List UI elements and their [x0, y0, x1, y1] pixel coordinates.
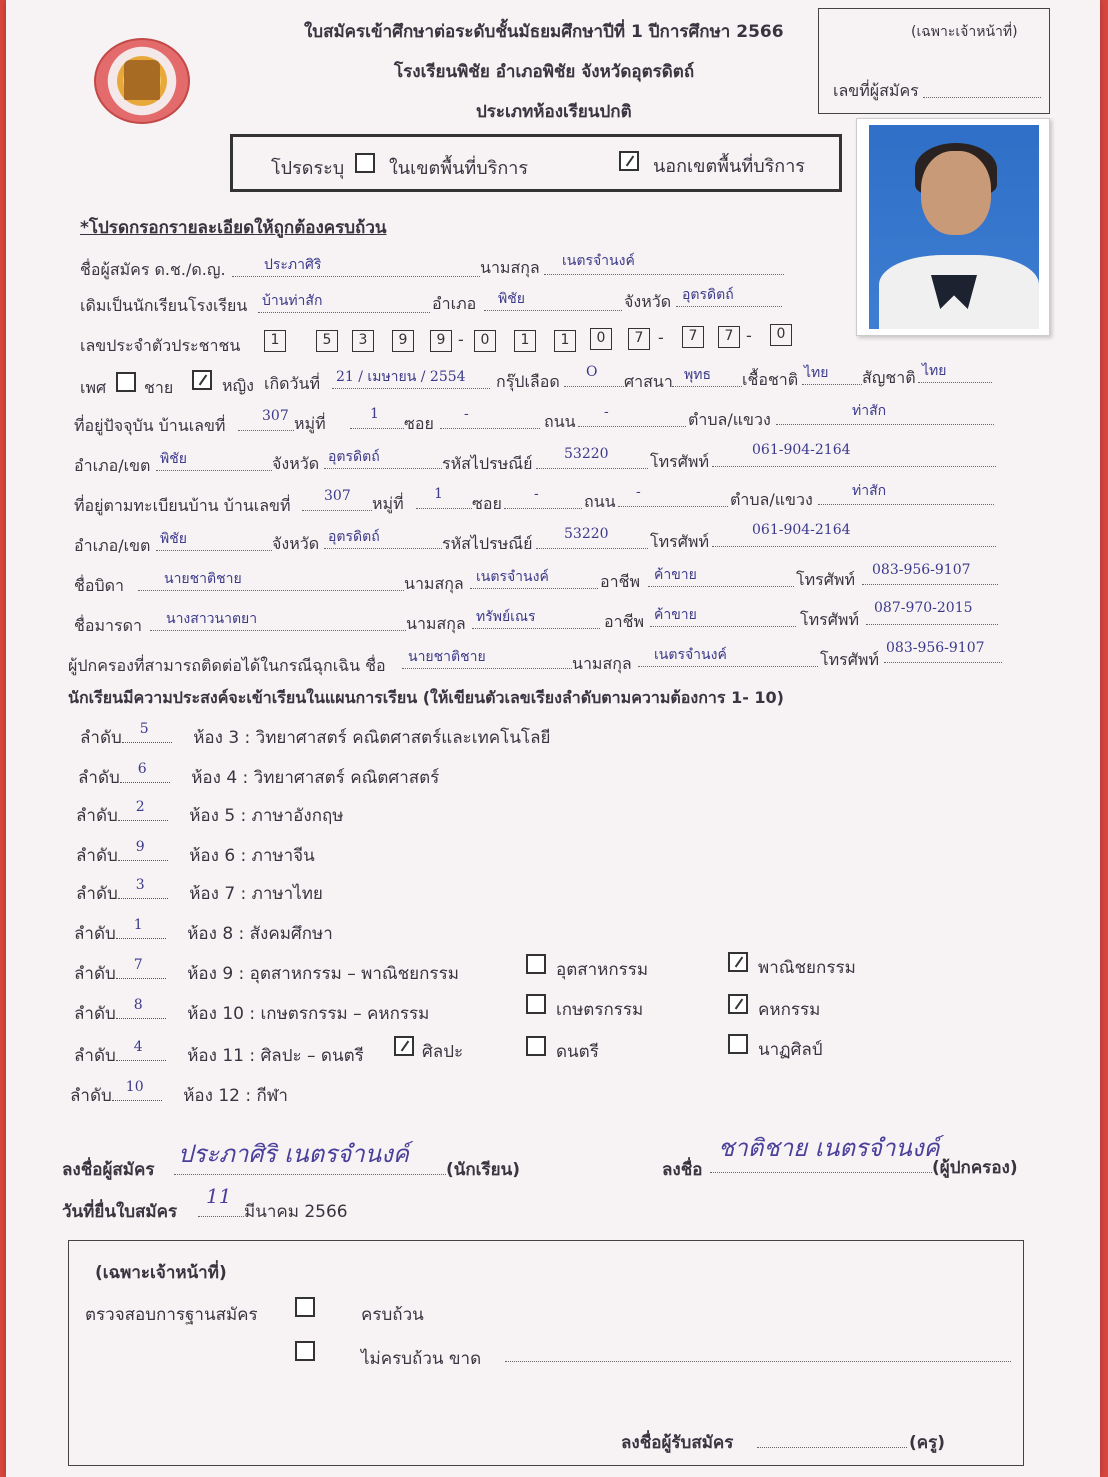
- id-card-label: เลขประจำตัวประชาชน: [80, 336, 241, 355]
- date-label: วันที่ยื่นใบสมัคร: [62, 1202, 178, 1222]
- reg-province-value: อุตรดิตถ์: [328, 529, 380, 545]
- id-digit-10[interactable]: 7: [628, 328, 650, 350]
- nationality-value: ไทย: [922, 363, 947, 379]
- guardian-role: (ผู้ปกครอง): [932, 1158, 1018, 1178]
- father-surname-field[interactable]: [470, 588, 598, 589]
- nationality-label: สัญชาติ: [862, 368, 916, 387]
- reg-road-value: -: [636, 484, 641, 500]
- pref-row-8: ลำดับ 8 ห้อง 10 : เกษตรกรรม – คหกรรม: [74, 997, 430, 1024]
- cur-house-value: 307: [262, 408, 289, 424]
- cur-phone-value: 061-904-2164: [752, 442, 851, 458]
- reg-postcode-label: รหัสไปรษณีย์: [442, 534, 533, 553]
- religion-value: พุทธ: [684, 367, 712, 383]
- pref-rank-value-8: 8: [133, 997, 143, 1013]
- id-digit-1[interactable]: 1: [264, 330, 286, 352]
- pref-rank-field-9[interactable]: [116, 1039, 166, 1061]
- pref-rank-field-4[interactable]: [118, 839, 168, 861]
- mother-phone-value: 087-970-2015: [874, 600, 973, 616]
- pref-rank-value-9: 4: [133, 1039, 143, 1055]
- office-box: [68, 1240, 1024, 1466]
- reg-subdistrict-field[interactable]: [818, 504, 994, 505]
- pref-room-4: ห้อง 6 : ภาษาจีน: [189, 846, 315, 866]
- race-label: เชื้อชาติ: [742, 370, 799, 389]
- preferences-title: นักเรียนมีความประสงค์จะเข้าเรียนในแผนการเรียน (ให้เขียนตัวเลขเรียงลำดับตามความต้องการ 1- 10): [68, 688, 784, 707]
- pref-room-8: ห้อง 10 : เกษตรกรรม – คหกรรม: [187, 1004, 430, 1024]
- date-day-value: 11: [206, 1184, 232, 1208]
- officer-box-title: (เฉพาะเจ้าหน้าที่): [911, 24, 1018, 40]
- cur-subdistrict-value: ท่าสัก: [852, 403, 887, 419]
- pref-room-10: ห้อง 12 : กีฬา: [183, 1086, 288, 1106]
- office-box-title: (เฉพาะเจ้าหน้าที่): [95, 1263, 227, 1283]
- prev-district-label: อำเภอ: [432, 294, 477, 313]
- female-checkbox[interactable]: [192, 370, 212, 390]
- id-dash-1: -: [458, 330, 464, 349]
- guardian-surname-label: นามสกุล: [572, 654, 632, 673]
- surname-value: เนตรจำนงค์: [562, 253, 635, 269]
- pref-room-6: ห้อง 8 : สังคมศึกษา: [187, 924, 333, 944]
- cur-soi-value: -: [464, 406, 469, 422]
- pref-row-3: ลำดับ 2 ห้อง 5 : ภาษาอังกฤษ: [76, 799, 344, 826]
- outside-area-label: นอกเขตพื้นที่บริการ: [653, 156, 805, 177]
- mother-surname-value: ทรัพย์เณร: [476, 609, 536, 625]
- reg-province-label: จังหวัด: [272, 534, 320, 553]
- reg-soi-label: ซอย: [472, 494, 502, 513]
- prev-school-label: เดิมเป็นนักเรียนโรงเรียน: [80, 296, 248, 315]
- pref-rank-value-1: 5: [139, 721, 149, 737]
- reg-amphoe-label: อำเภอ/เขต: [74, 536, 151, 555]
- father-surname-label: นามสกุล: [404, 574, 464, 593]
- cur-phone-label: โทรศัพท์: [650, 452, 709, 471]
- mother-phone-field[interactable]: [866, 624, 998, 625]
- dance-label: นาฏศิลป์: [758, 1040, 823, 1060]
- cur-soi-field[interactable]: [440, 428, 540, 429]
- id-digit-5[interactable]: 9: [430, 330, 452, 352]
- id-dash-3: -: [746, 326, 752, 345]
- agriculture-checkbox[interactable]: [526, 994, 546, 1014]
- id-digit-13[interactable]: 0: [770, 324, 792, 346]
- reg-moo-label: หมู่ที่: [372, 494, 404, 513]
- incomplete-label: ไม่ครบถ้วน ขาด: [361, 1349, 482, 1369]
- music-label: ดนตรี: [556, 1042, 599, 1062]
- reg-subdistrict-value: ท่าสัก: [852, 483, 887, 499]
- applicant-sign-label: ลงชื่อผู้สมัคร: [62, 1160, 155, 1180]
- mother-job-label: อาชีพ: [604, 612, 644, 631]
- applicant-name-label: ชื่อผู้สมัคร ด.ช./ด.ญ.: [80, 260, 226, 279]
- art-checkbox[interactable]: [394, 1036, 414, 1056]
- pref-rank-field-1[interactable]: [122, 721, 172, 743]
- mother-name-value: นางสาวนาตยา: [166, 611, 258, 627]
- reg-road-field[interactable]: [618, 506, 728, 507]
- agriculture-label: เกษตรกรรม: [556, 1000, 644, 1020]
- cur-moo-field[interactable]: [350, 428, 404, 429]
- pref-rank-value-3: 2: [135, 799, 145, 815]
- pref-row-6: ลำดับ 1 ห้อง 8 : สังคมศึกษา: [74, 917, 333, 944]
- applicant-signature-field[interactable]: [174, 1174, 446, 1175]
- cur-road-value: -: [604, 404, 609, 420]
- religion-label: ศาสนา: [624, 372, 673, 391]
- cur-subdistrict-label: ตำบล/แขวง: [688, 410, 771, 429]
- blood-field[interactable]: [564, 386, 624, 387]
- id-digit-11[interactable]: 7: [682, 326, 704, 348]
- cur-road-label: ถนน: [544, 412, 576, 431]
- guardian-phone-value: 083-956-9107: [886, 640, 985, 656]
- pref-row-7: ลำดับ 7 ห้อง 9 : อุตสาหกรรม – พาณิชยกรรม: [74, 957, 459, 984]
- mother-phone-label: โทรศัพท์: [800, 610, 859, 629]
- dance-checkbox[interactable]: [728, 1034, 748, 1054]
- pref-rank-value-7: 7: [133, 957, 143, 973]
- cur-soi-label: ซอย: [404, 414, 434, 433]
- pref-room-3: ห้อง 5 : ภาษาอังกฤษ: [189, 806, 344, 826]
- inside-area-checkbox[interactable]: [355, 153, 375, 173]
- reg-postcode-value: 53220: [564, 526, 609, 542]
- race-field[interactable]: [802, 384, 862, 385]
- industry-label: อุตสาหกรรม: [556, 960, 649, 980]
- pref-room-7: ห้อง 9 : อุตสาหกรรม – พาณิชยกรรม: [187, 964, 459, 984]
- complete-label: ครบถ้วน: [361, 1305, 424, 1325]
- pref-rank-field-10[interactable]: [112, 1079, 162, 1101]
- office-check-label: ตรวจสอบการฐานสมัคร: [85, 1305, 258, 1325]
- race-value: ไทย: [804, 365, 829, 381]
- id-dash-2: -: [658, 328, 664, 347]
- father-label: ชื่อบิดา: [74, 576, 124, 595]
- guardian-surname-value: เนตรจำนงค์: [654, 647, 727, 663]
- pref-rank-field-5[interactable]: [118, 877, 168, 899]
- commerce-checkbox[interactable]: [728, 952, 748, 972]
- pref-rank-field-3[interactable]: [118, 799, 168, 821]
- home-economics-checkbox[interactable]: [728, 994, 748, 1014]
- pref-room-1: ห้อง 3 : วิทยาศาสตร์ คณิตศาสตร์และเทคโนโลยี: [193, 728, 551, 748]
- pref-row-10: ลำดับ 10 ห้อง 12 : กีฬา: [70, 1079, 288, 1106]
- father-name-field[interactable]: [138, 590, 404, 591]
- reg-province-field[interactable]: [324, 548, 442, 549]
- pref-rank-field-8[interactable]: [116, 997, 166, 1019]
- father-name-value: นายชาติชาย: [164, 571, 242, 587]
- father-phone-field[interactable]: [862, 584, 998, 585]
- surname-field[interactable]: [544, 274, 784, 275]
- reg-postcode-field[interactable]: [536, 548, 648, 549]
- surname-label: นามสกุล: [480, 258, 540, 277]
- guardian-phone-field[interactable]: [884, 662, 1002, 663]
- pref-row-5: ลำดับ 3 ห้อง 7 : ภาษาไทย: [76, 877, 323, 904]
- cur-postcode-value: 53220: [564, 446, 609, 462]
- art-label: ศิลปะ: [422, 1042, 464, 1062]
- mother-job-value: ค้าขาย: [654, 607, 697, 623]
- guardian-signature-field[interactable]: [710, 1172, 932, 1173]
- reg-address-label: ที่อยู่ตามทะเบียนบ้าน บ้านเลขที่: [74, 496, 291, 515]
- blood-label: กรุ๊ปเลือด: [496, 372, 560, 391]
- nationality-field[interactable]: [918, 382, 992, 383]
- pref-room-5: ห้อง 7 : ภาษาไทย: [189, 884, 323, 904]
- pref-rank-value-4: 9: [135, 839, 145, 855]
- commerce-label: พาณิชยกรรม: [758, 958, 856, 978]
- reg-moo-value: 1: [434, 486, 443, 502]
- form-title: ใบสมัครเข้าศึกษาต่อระดับชั้นมัธยมศึกษาปีที่ 1 ปีการศึกษา 2566: [304, 22, 784, 42]
- pref-rank-field-7[interactable]: [116, 957, 166, 979]
- blood-value: O: [586, 364, 598, 380]
- cur-house-field[interactable]: [238, 430, 294, 431]
- cur-amphoe-field[interactable]: [156, 470, 272, 471]
- current-address-label: ที่อยู่ปัจจุบัน บ้านเลขที่: [74, 416, 226, 435]
- pref-rank-value-2: 6: [137, 761, 147, 777]
- date-rest: มีนาคม 2566: [244, 1202, 348, 1222]
- cur-province-field[interactable]: [324, 468, 442, 469]
- reg-house-value: 307: [324, 488, 351, 504]
- cur-phone-field[interactable]: [712, 466, 996, 467]
- reg-house-field[interactable]: [302, 510, 372, 511]
- mother-surname-field[interactable]: [472, 628, 600, 629]
- application-form: [6, 0, 1100, 1477]
- reg-soi-value: -: [534, 486, 539, 502]
- mother-job-field[interactable]: [650, 626, 796, 627]
- home-economics-label: คหกรรม: [758, 1000, 821, 1020]
- reg-amphoe-field[interactable]: [156, 550, 272, 551]
- reg-subdistrict-label: ตำบล/แขวง: [730, 490, 813, 509]
- instruction-text: *โปรดกรอกรายละเอียดให้ถูกต้องครบถ้วน: [80, 218, 387, 238]
- cur-moo-value: 1: [370, 406, 379, 422]
- male-label: ชาย: [144, 378, 174, 397]
- id-digit-12[interactable]: 7: [718, 326, 740, 348]
- prev-province-field[interactable]: [676, 306, 782, 307]
- applicant-no-label: เลขที่ผู้สมัคร: [833, 81, 919, 100]
- service-area-prompt: โปรดระบุ: [271, 158, 345, 179]
- teacher-label: (ครู): [909, 1433, 946, 1453]
- date-day-field[interactable]: [198, 1216, 244, 1217]
- reg-road-label: ถนน: [584, 492, 616, 511]
- cur-province-label: จังหวัด: [272, 454, 320, 473]
- applicant-role: (นักเรียน): [446, 1160, 520, 1180]
- reg-phone-value: 061-904-2164: [752, 522, 851, 538]
- guardian-sign-label: ลงชื่อ: [662, 1160, 703, 1180]
- id-digit-6[interactable]: 0: [474, 330, 496, 352]
- id-digit-4[interactable]: 9: [392, 330, 414, 352]
- complete-checkbox[interactable]: [295, 1297, 315, 1317]
- reg-phone-field[interactable]: [712, 546, 996, 547]
- sex-label: เพศ: [80, 378, 107, 397]
- pref-rank-field-2[interactable]: [120, 761, 170, 783]
- id-digit-7[interactable]: 1: [514, 330, 536, 352]
- cur-postcode-label: รหัสไปรษณีย์: [442, 454, 533, 473]
- mother-label: ชื่อมารดา: [74, 616, 142, 635]
- guardian-name-value: นายชาติชาย: [408, 649, 486, 665]
- guardian-signature: ชาติชาย เนตรจำนงค์: [718, 1134, 940, 1162]
- reg-phone-label: โทรศัพท์: [650, 532, 709, 551]
- music-checkbox[interactable]: [526, 1036, 546, 1056]
- birth-label: เกิดวันที่: [264, 374, 321, 393]
- cur-amphoe-value: พิชัย: [160, 451, 187, 467]
- reg-soi-field[interactable]: [504, 508, 582, 509]
- officer-box: [818, 8, 1050, 114]
- class-type: ประเภทห้องเรียนปกติ: [476, 102, 632, 122]
- cur-road-field[interactable]: [578, 426, 686, 427]
- father-surname-value: เนตรจำนงค์: [476, 569, 549, 585]
- pref-rank-value-10: 10: [125, 1079, 144, 1095]
- school-emblem-icon: [124, 60, 160, 100]
- id-digit-3[interactable]: 3: [352, 330, 374, 352]
- incomplete-checkbox[interactable]: [295, 1341, 315, 1361]
- cur-subdistrict-field[interactable]: [776, 424, 994, 425]
- guardian-name-field[interactable]: [402, 668, 572, 669]
- prev-school-field[interactable]: [258, 312, 430, 313]
- birth-field[interactable]: [332, 388, 490, 389]
- pref-rank-value-5: 3: [135, 877, 145, 893]
- missing-items-field[interactable]: [505, 1361, 1011, 1362]
- mother-name-field[interactable]: [150, 630, 406, 631]
- guardian-label: ผู้ปกครองที่สามารถติดต่อได้ในกรณีฉุกเฉิน ชื่อ: [68, 656, 386, 675]
- applicant-signature: ประภาศิริ เนตรจำนงค์: [178, 1140, 409, 1168]
- cur-amphoe-label: อำเภอ/เขต: [74, 456, 151, 475]
- prev-district-field[interactable]: [484, 310, 622, 311]
- first-name-field[interactable]: [232, 276, 480, 277]
- prev-province-value: อุตรดิตถ์: [682, 287, 734, 303]
- school-name: โรงเรียนพิชัย อำเภอพิชัย จังหวัดอุตรดิตถ์: [394, 62, 695, 82]
- pref-row-2: ลำดับ 6 ห้อง 4 : วิทยาศาสตร์ คณิตศาสตร์: [78, 761, 440, 788]
- religion-field[interactable]: [672, 386, 742, 387]
- id-digit-9[interactable]: 0: [590, 328, 612, 350]
- pref-rank-field-6[interactable]: [116, 917, 166, 939]
- prev-school-value: บ้านท่าสัก: [262, 293, 323, 309]
- guardian-phone-label: โทรศัพท์: [820, 650, 879, 669]
- guardian-surname-field[interactable]: [638, 666, 818, 667]
- applicant-photo: [856, 118, 1050, 336]
- applicant-no-field[interactable]: [923, 97, 1041, 98]
- reg-amphoe-value: พิชัย: [160, 531, 187, 547]
- first-name-value: ประภาศิริ: [264, 257, 322, 273]
- prev-province-label: จังหวัด: [624, 292, 672, 311]
- receiver-signature-field[interactable]: [757, 1447, 907, 1448]
- pref-rank-value-6: 1: [133, 917, 143, 933]
- pref-room-9: ห้อง 11 : ศิลปะ – ดนตรี: [187, 1046, 364, 1066]
- reg-moo-field[interactable]: [416, 508, 472, 509]
- father-job-value: ค้าขาย: [654, 567, 697, 583]
- pref-row-1: ลำดับ 5 ห้อง 3 : วิทยาศาสตร์ คณิตศาสตร์และเทคโนโลยี: [80, 721, 551, 748]
- female-label: หญิง: [222, 376, 254, 395]
- receiver-sign-label: ลงชื่อผู้รับสมัคร: [621, 1433, 734, 1453]
- father-job-field[interactable]: [648, 586, 794, 587]
- father-job-label: อาชีพ: [600, 572, 640, 591]
- cur-moo-label: หมู่ที่: [294, 414, 326, 433]
- cur-postcode-field[interactable]: [536, 468, 648, 469]
- outside-area-checkbox[interactable]: [619, 151, 639, 171]
- cur-province-value: อุตรดิตถ์: [328, 449, 380, 465]
- pref-row-4: ลำดับ 9 ห้อง 6 : ภาษาจีน: [76, 839, 315, 866]
- inside-area-label: ในเขตพื้นที่บริการ: [389, 158, 529, 179]
- father-phone-label: โทรศัพท์: [796, 570, 855, 589]
- id-digit-8[interactable]: 1: [554, 330, 576, 352]
- birth-value: 21 / เมษายน / 2554: [336, 369, 466, 385]
- pref-room-2: ห้อง 4 : วิทยาศาสตร์ คณิตศาสตร์: [191, 768, 440, 788]
- male-checkbox[interactable]: [116, 372, 136, 392]
- pref-row-9: ลำดับ 4 ห้อง 11 : ศิลปะ – ดนตรี: [74, 1039, 364, 1066]
- service-area-box: [230, 134, 842, 192]
- id-digit-2[interactable]: 5: [316, 330, 338, 352]
- industry-checkbox[interactable]: [526, 954, 546, 974]
- father-phone-value: 083-956-9107: [872, 562, 971, 578]
- mother-surname-label: นามสกุล: [406, 614, 466, 633]
- prev-district-value: พิชัย: [498, 291, 525, 307]
